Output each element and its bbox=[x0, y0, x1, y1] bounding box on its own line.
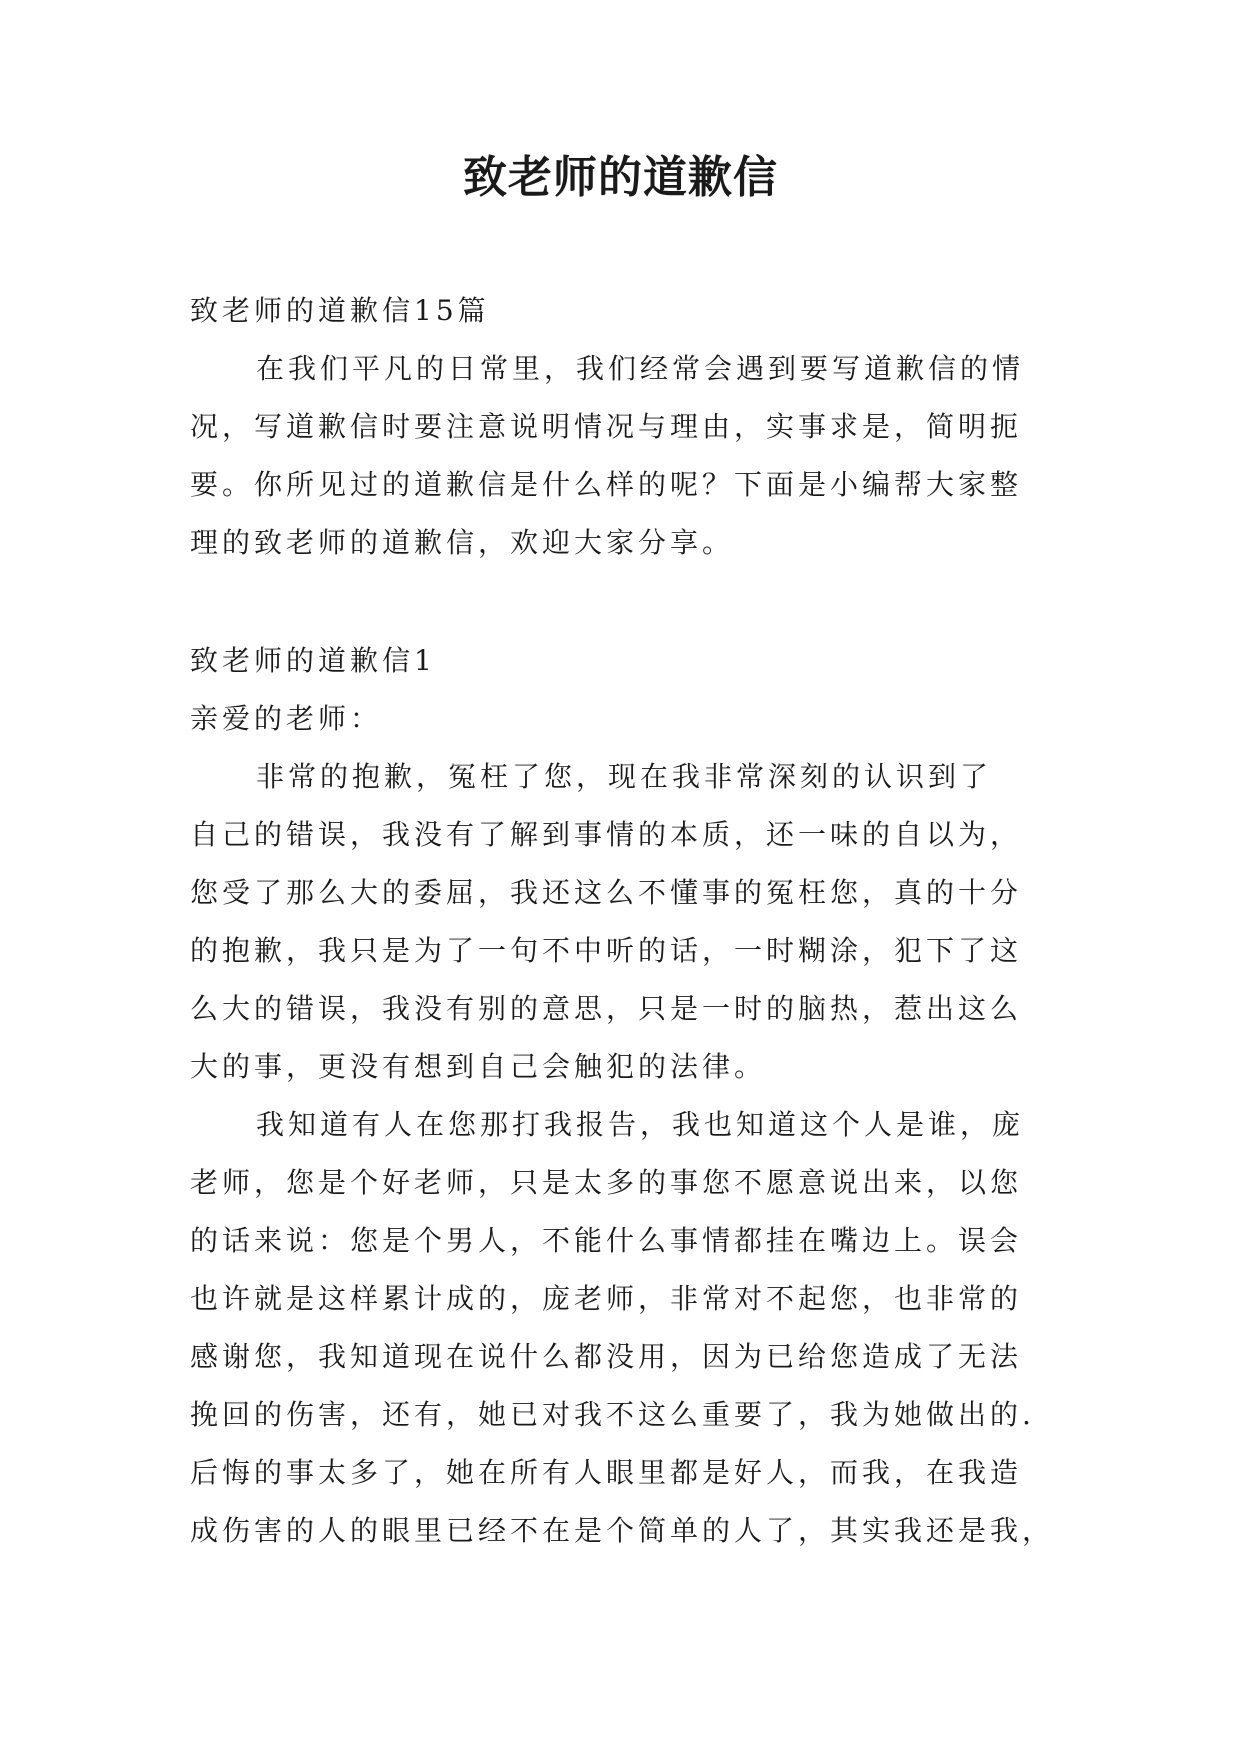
paragraph-line: 非常的抱歉，冤枉了您，现在我非常深刻的认识到了 bbox=[256, 760, 993, 793]
paragraph-line: 成伤害的人的眼里已经不在是个简单的人了，其实我还是我， bbox=[190, 1514, 1055, 1547]
document-subtitle: 致老师的道歉信15篇 bbox=[190, 294, 490, 327]
paragraph-line: 也许就是这样累计成的，庞老师，非常对不起您，也非常的 bbox=[190, 1282, 1023, 1315]
paragraph-line: 后悔的事太多了，她在所有人眼里都是好人，而我，在我造 bbox=[190, 1456, 1023, 1489]
paragraph-line: 自己的错误，我没有了解到事情的本质，还一味的自以为， bbox=[190, 818, 1023, 851]
intro-line: 在我们平凡的日常里，我们经常会遇到要写道歉信的情 bbox=[256, 352, 1025, 385]
paragraph-line: 我知道有人在您那打我报告，我也知道这个人是谁，庞 bbox=[256, 1108, 1025, 1141]
paragraph-line: 感谢您，我知道现在说什么都没用，因为已给您造成了无法 bbox=[190, 1340, 1023, 1373]
intro-line: 况，写道歉信时要注意说明情况与理由，实事求是，简明扼 bbox=[190, 410, 1023, 443]
paragraph-line: 老师，您是个好老师，只是太多的事您不愿意说出来，以您 bbox=[190, 1166, 1023, 1199]
salutation: 亲爱的老师： bbox=[190, 702, 383, 735]
paragraph-line: 的抱歉，我只是为了一句不中听的话，一时糊涂，犯下了这 bbox=[190, 934, 1023, 967]
letter-paragraph-1 bbox=[190, 748, 1070, 1096]
document-body bbox=[190, 282, 1070, 1560]
paragraph-line: 的话来说：您是个男人，不能什么事情都挂在嘴边上。误会 bbox=[190, 1224, 1023, 1257]
paragraph-line: 大的事，更没有想到自己会触犯的法律。 bbox=[190, 1050, 767, 1083]
intro-paragraph bbox=[190, 340, 1070, 572]
paragraph-line: 您受了那么大的委屈，我还这么不懂事的冤枉您，真的十分 bbox=[190, 876, 1023, 909]
intro-line: 要。你所见过的道歉信是什么样的呢？下面是小编帮大家整 bbox=[190, 468, 1023, 501]
paragraph-line: 挽回的伤害，还有，她已对我不这么重要了，我为她做出的. bbox=[190, 1398, 1035, 1431]
intro-line: 理的致老师的道歉信，欢迎大家分享。 bbox=[190, 526, 735, 559]
letter-paragraph-2 bbox=[190, 1096, 1070, 1560]
section-heading: 致老师的道歉信1 bbox=[190, 644, 436, 677]
section-spacer bbox=[190, 572, 1070, 632]
document-title: 致老师的道歉信 bbox=[463, 152, 778, 203]
paragraph-line: 么大的错误，我没有别的意思，只是一时的脑热，惹出这么 bbox=[190, 992, 1023, 1025]
